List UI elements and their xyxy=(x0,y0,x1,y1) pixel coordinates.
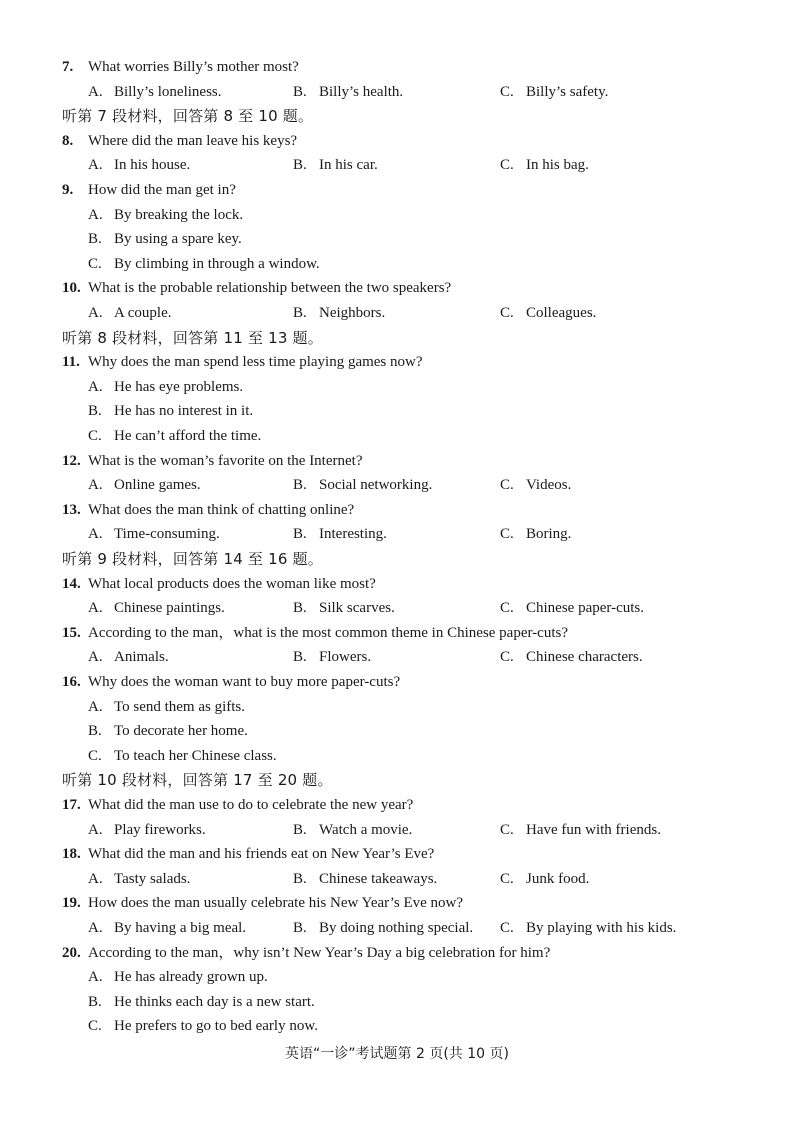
option-letter: A. xyxy=(88,649,103,665)
question-number: 14. xyxy=(62,576,81,592)
option-letter: B. xyxy=(293,600,307,616)
option-text: Chinese characters. xyxy=(526,649,643,665)
option-letter: C. xyxy=(500,871,514,887)
option-text: He has already grown up. xyxy=(114,969,268,985)
question-number: 19. xyxy=(62,895,81,911)
question-text: What does the man think of chatting online? xyxy=(88,502,355,518)
option-text: Online games. xyxy=(114,477,201,493)
option-text: Time-consuming. xyxy=(114,526,220,542)
option-letter: B. xyxy=(293,157,307,173)
question-text: What did the man use to do to celebrate the new year? xyxy=(88,797,414,813)
option-text: Billy’s safety. xyxy=(526,84,609,100)
section-heading: 听第 7 段材料，回答第 8 至 10 题。 xyxy=(62,107,314,125)
option-letter: C. xyxy=(500,477,514,493)
option-text: By climbing in through a window. xyxy=(114,256,320,272)
option-text: By breaking the lock. xyxy=(114,207,244,223)
section-heading: 听第 9 段材料，回答第 14 至 16 题。 xyxy=(62,550,323,568)
option-text: Chinese paintings. xyxy=(114,600,225,616)
option-text: Chinese takeaways. xyxy=(319,871,438,887)
option-letter: C. xyxy=(500,84,514,100)
question-text: How does the man usually celebrate his New Year’s Eve now? xyxy=(88,895,464,911)
option-letter: C. xyxy=(500,157,514,173)
option-letter: A. xyxy=(88,379,103,395)
page-footer: 英语“一诊”考试题第 2 页(共 10 页) xyxy=(285,1046,509,1062)
option-letter: A. xyxy=(88,699,103,715)
option-text: Tasty salads. xyxy=(114,871,191,887)
option-text: By having a big meal. xyxy=(114,920,247,936)
question-number: 7. xyxy=(62,59,74,75)
option-text: Colleagues. xyxy=(526,305,597,321)
option-letter: B. xyxy=(88,994,102,1010)
option-letter: A. xyxy=(88,969,103,985)
option-letter: B. xyxy=(293,526,307,542)
option-text: Billy’s loneliness. xyxy=(114,84,222,100)
question-number: 8. xyxy=(62,133,74,149)
option-letter: B. xyxy=(293,649,307,665)
option-text: In his car. xyxy=(319,157,378,173)
option-letter: C. xyxy=(500,822,514,838)
question-text: Why does the woman want to buy more paper-cuts? xyxy=(88,674,401,690)
option-text: By using a spare key. xyxy=(114,231,242,247)
question-text: How did the man get in? xyxy=(88,182,236,198)
option-letter: A. xyxy=(88,822,103,838)
option-text: He thinks each day is a new start. xyxy=(114,994,315,1010)
option-letter: B. xyxy=(88,723,102,739)
option-text: He prefers to go to bed early now. xyxy=(114,1018,318,1034)
option-text: Junk food. xyxy=(526,871,590,887)
question-number: 18. xyxy=(62,846,81,862)
question-number: 12. xyxy=(62,453,81,469)
option-letter: C. xyxy=(88,428,102,444)
option-text: Animals. xyxy=(114,649,169,665)
question-number: 17. xyxy=(62,797,81,813)
question-text: According to the man，what is the most common theme in Chinese paper-cuts? xyxy=(88,625,569,641)
option-text: He can’t afford the time. xyxy=(114,428,262,444)
option-letter: C. xyxy=(88,748,102,764)
option-letter: C. xyxy=(500,600,514,616)
option-text: Flowers. xyxy=(319,649,372,665)
section-heading: 听第 10 段材料，回答第 17 至 20 题。 xyxy=(62,771,333,789)
option-text: A couple. xyxy=(114,305,172,321)
option-letter: A. xyxy=(88,477,103,493)
option-letter: B. xyxy=(293,822,307,838)
option-text: He has eye problems. xyxy=(114,379,244,395)
question-number: 9. xyxy=(62,182,74,198)
option-letter: B. xyxy=(88,403,102,419)
question-number: 16. xyxy=(62,674,81,690)
question-text: What is the woman’s favorite on the Internet? xyxy=(88,453,363,469)
option-letter: A. xyxy=(88,84,103,100)
option-text: By playing with his kids. xyxy=(526,920,677,936)
option-text: Have fun with friends. xyxy=(526,822,661,838)
question-text: What did the man and his friends eat on New Year’s Eve? xyxy=(88,846,435,862)
option-letter: B. xyxy=(293,920,307,936)
question-number: 20. xyxy=(62,945,81,961)
option-text: Interesting. xyxy=(319,526,387,542)
option-letter: A. xyxy=(88,600,103,616)
option-letter: A. xyxy=(88,920,103,936)
option-letter: A. xyxy=(88,157,103,173)
option-letter: C. xyxy=(500,305,514,321)
option-text: To send them as gifts. xyxy=(114,699,246,715)
option-text: In his house. xyxy=(114,157,191,173)
option-letter: A. xyxy=(88,305,103,321)
option-text: Billy’s health. xyxy=(319,84,404,100)
option-letter: C. xyxy=(500,649,514,665)
option-text: Boring. xyxy=(526,526,572,542)
option-letter: A. xyxy=(88,871,103,887)
question-number: 10. xyxy=(62,280,81,296)
question-text: What worries Billy’s mother most? xyxy=(88,59,299,75)
section-heading: 听第 8 段材料，回答第 11 至 13 题。 xyxy=(62,329,323,347)
question-text: What is the probable relationship between the two speakers? xyxy=(88,280,452,296)
option-letter: C. xyxy=(88,256,102,272)
option-text: Chinese paper-cuts. xyxy=(526,600,644,616)
option-letter: B. xyxy=(293,477,307,493)
option-text: In his bag. xyxy=(526,157,589,173)
option-letter: C. xyxy=(88,1018,102,1034)
option-text: Watch a movie. xyxy=(319,822,413,838)
option-text: To decorate her home. xyxy=(114,723,248,739)
question-number: 11. xyxy=(62,354,80,370)
option-text: Play fireworks. xyxy=(114,822,206,838)
question-number: 13. xyxy=(62,502,81,518)
question-text: Why does the man spend less time playing games now? xyxy=(88,354,423,370)
option-text: Silk scarves. xyxy=(319,600,395,616)
question-text: What local products does the woman like most? xyxy=(88,576,376,592)
option-letter: B. xyxy=(293,871,307,887)
option-text: Neighbors. xyxy=(319,305,386,321)
option-letter: A. xyxy=(88,207,103,223)
option-letter: C. xyxy=(500,920,514,936)
option-letter: A. xyxy=(88,526,103,542)
option-text: Social networking. xyxy=(319,477,433,493)
option-letter: C. xyxy=(500,526,514,542)
option-text: Videos. xyxy=(526,477,572,493)
question-number: 15. xyxy=(62,625,81,641)
question-text: Where did the man leave his keys? xyxy=(88,133,298,149)
option-letter: B. xyxy=(293,305,307,321)
option-letter: B. xyxy=(88,231,102,247)
question-text: According to the man，why isn’t New Year’s Day a big celebration for him? xyxy=(88,945,551,961)
option-text: By doing nothing special. xyxy=(319,920,474,936)
option-text: To teach her Chinese class. xyxy=(114,748,277,764)
option-text: He has no interest in it. xyxy=(114,403,254,419)
option-letter: B. xyxy=(293,84,307,100)
